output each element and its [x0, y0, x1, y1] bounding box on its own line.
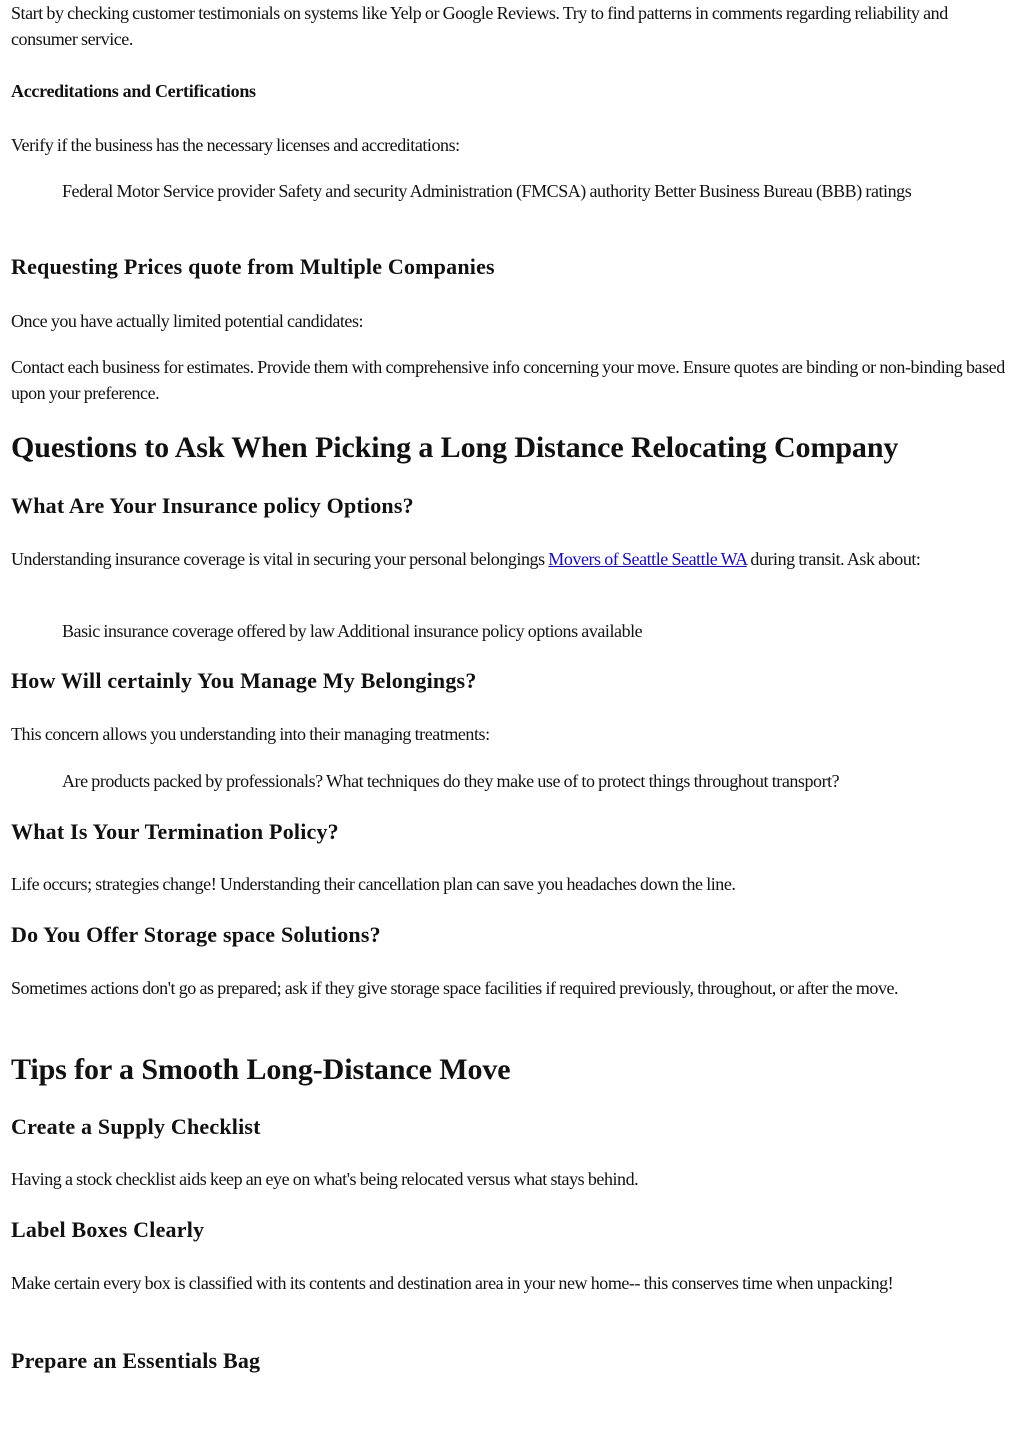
handling-list-item: Are products packed by professionals? What techniques do they make use of to protect things throughout transport?	[62, 771, 840, 791]
insurance-heading: What Are Your Insurance policy Options?	[11, 493, 414, 518]
insurance-text-before: Understanding insurance coverage is vital in securing your personal belongings	[11, 549, 549, 569]
accreditations-list-item: Federal Motor Service provider Safety and security Administration (FMCSA) authority Better Business Bureau (BBB) ratings	[62, 181, 912, 201]
termination-paragraph: Life occurs; strategies change! Understanding their cancellation plan can save you headaches down the line.	[11, 874, 736, 894]
quotes-paragraph-1: Once you have actually limited potential candidates:	[11, 311, 364, 331]
essentials-heading: Prepare an Essentials Bag	[11, 1348, 261, 1373]
insurance-text-after: during transit. Ask about:	[746, 549, 921, 569]
tips-section-heading: Tips for a Smooth Long-Distance Move	[11, 1053, 511, 1086]
labels-paragraph: Make certain every box is classified with its contents and destination area in your new home-- this conserves time when unpacking!	[11, 1273, 894, 1293]
storage-paragraph: Sometimes actions don't go as prepared; ask if they give storage space facilities if required previously, throughout, or after the move.	[11, 978, 899, 998]
insurance-paragraph	[11, 546, 1007, 572]
checklist-heading: Create a Supply Checklist	[11, 1114, 261, 1139]
handling-heading: How Will certainly You Manage My Belongings?	[11, 668, 477, 693]
quotes-paragraph-2: Contact each business for estimates. Provide them with comprehensive info concerning your move. Ensure quotes are binding or non-binding based upon your preference.	[11, 357, 1005, 403]
storage-heading: Do You Offer Storage space Solutions?	[11, 922, 381, 947]
quotes-heading: Requesting Prices quote from Multiple Companies	[11, 254, 495, 279]
movers-seattle-link[interactable]: Movers of Seattle Seattle WA	[548, 549, 747, 569]
intro-paragraph: Start by checking customer testimonials on systems like Yelp or Google Reviews. Try to find patterns in comments regarding reliability and consumer service.	[11, 3, 948, 49]
termination-heading: What Is Your Termination Policy?	[11, 819, 339, 844]
insurance-list-item: Basic insurance coverage offered by law Additional insurance policy options available	[62, 621, 643, 641]
labels-heading: Label Boxes Clearly	[11, 1217, 205, 1242]
accreditations-heading: Accreditations and Certifications	[11, 81, 256, 101]
handling-paragraph: This concern allows you understanding into their managing treatments:	[11, 724, 490, 744]
accreditations-paragraph: Verify if the business has the necessary licenses and accreditations:	[11, 135, 460, 155]
questions-section-heading: Questions to Ask When Picking a Long Distance Relocating Company	[11, 431, 899, 464]
checklist-paragraph: Having a stock checklist aids keep an eye on what's being relocated versus what stays behind.	[11, 1169, 639, 1189]
